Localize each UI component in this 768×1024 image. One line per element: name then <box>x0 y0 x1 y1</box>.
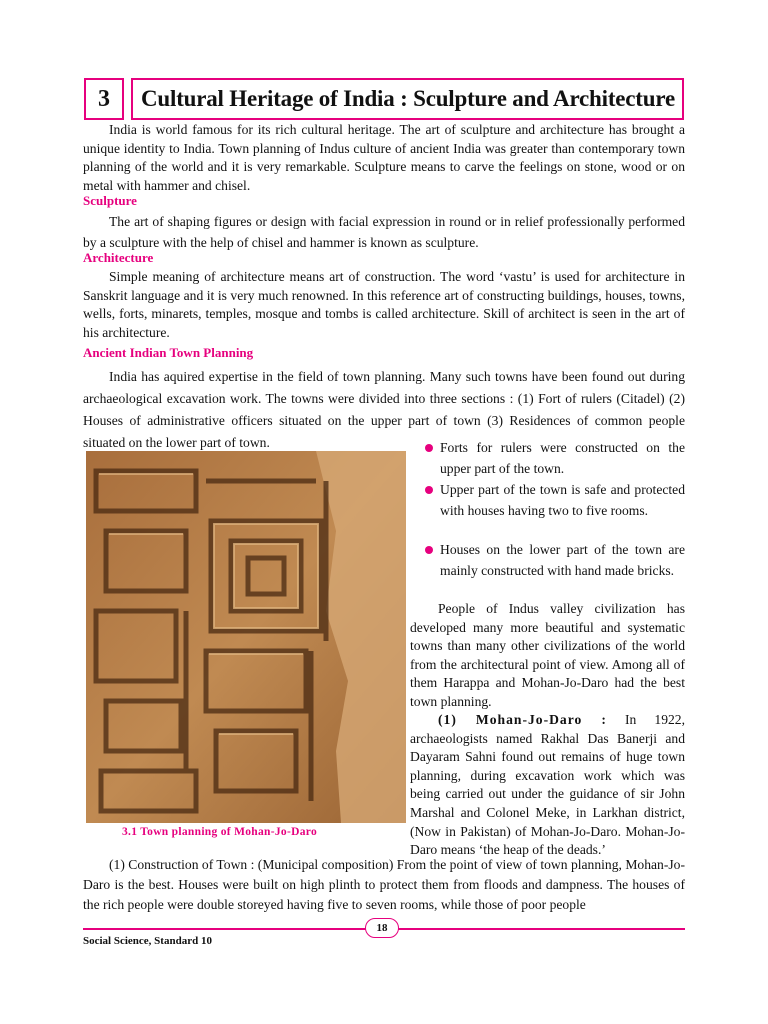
intro-paragraph: India is world famous for its rich cultural heritage. The art of sculpture and architecture has brought a unique identity to India. Town planning of Indus culture of ancient India was greater than contemporary town planning of the world and it is very remarkable. Sculpture means to carve the feelings on stone, wood or on metal with hammer and chisel. <box>83 122 685 193</box>
mohenjodaro-label: (1) Mohan-Jo-Daro : <box>438 712 607 727</box>
architecture-paragraph: Simple meaning of architecture means art of construction. The word ‘vastu’ is used for architecture in Sanskrit language and it is very much renowned. In this reference art of constructing buildings, houses, towns, wells, forts, minarets, temples, mosque and tombs is called architecture. Skill of architect is seen in the art of his architecture. <box>83 269 685 340</box>
bullet-item: Forts for rulers were constructed on the upper part of the town. <box>440 438 685 479</box>
bullet-item: Houses on the lower part of the town are mainly constructed with hand made bricks. <box>440 540 685 581</box>
bullet-item: Upper part of the town is safe and protected with houses having two to five rooms. <box>440 480 685 521</box>
architecture-heading: Architecture <box>83 250 154 265</box>
bullet-dot-icon <box>425 444 433 452</box>
sculpture-heading: Sculpture <box>83 193 137 208</box>
indus-paragraph: People of Indus valley civilization has developed many more beautiful and systematic towns than many other civilizations of the world from the architectural point of view. Among all of them Harappa and Mohan-Jo-Daro had the best town planning. <box>410 601 685 709</box>
excavation-image <box>86 451 406 823</box>
chapter-title: Cultural Heritage of India : Sculpture and Architecture <box>131 78 684 120</box>
construction-paragraph: (1) Construction of Town : (Municipal composition) From the point of view of town planning, Mohan-Jo-Daro is the best. Houses were built on high plinth to protect them from floods and dampness. The houses of the rich people were double storeyed having five to seven rooms, while those of poor people <box>83 857 685 912</box>
mohenjodaro-photo <box>86 451 406 823</box>
town-planning-heading: Ancient Indian Town Planning <box>83 345 254 360</box>
figure-caption: 3.1 Town planning of Mohan-Jo-Daro <box>122 826 317 838</box>
page-number: 18 <box>365 918 399 938</box>
footer-book-title: Social Science, Standard 10 <box>83 935 212 947</box>
sculpture-paragraph: The art of shaping figures or design with facial expression in round or in relief professionally performed by a sculpture with the help of chisel and hammer is known as sculpture. <box>83 214 685 250</box>
chapter-number: 3 <box>84 78 124 120</box>
bullet-dot-icon <box>425 546 433 554</box>
bullet-dot-icon <box>425 486 433 494</box>
town-planning-paragraph: India has aquired expertise in the field of town planning. Many such towns have been found out during archaeological excavation work. The towns were divided into three sections : (1) Fort of rulers (Citadel) (2) Houses of administrative officers situated on the upper part of town (3) Residences of common people situated on the lower part of town. <box>83 369 685 450</box>
mohenjodaro-paragraph: (1) Mohan-Jo-Daro : In 1922, archaeologists named Rakhal Das Banerji and Dayaram Sahni found out remains of huge town planning, during excavation work which was being carried out under the guidance of sir John Marshal and Colonel Meke, in Larkhan district, (Now in Pakistan) of Mohan-Jo-Daro. Mohan-Jo-Daro means ‘the heap of the deads.’ <box>410 712 685 858</box>
